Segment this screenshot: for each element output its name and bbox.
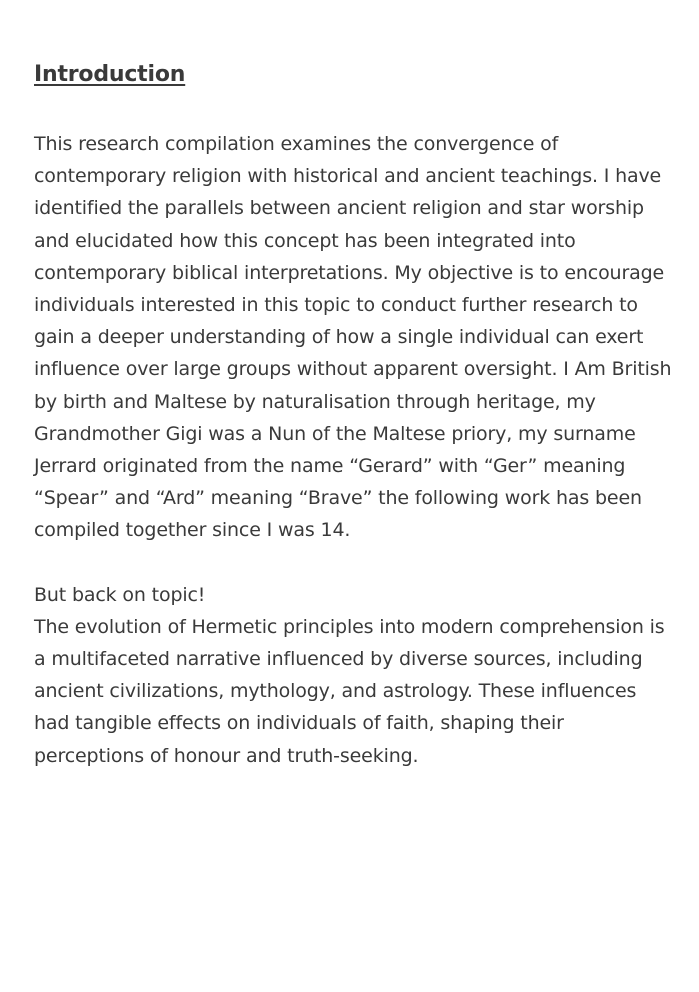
document-body [34, 58, 674, 772]
section-heading: Introduction [34, 62, 186, 87]
intro-paragraph: This research compilation examines the convergence of contemporary religion with historical and ancient teachings. I have identified the parallels between ancient religion and star worship and elucidated how this concept has been integrated into contemporary biblical interpretations. My objective is to encourage individuals interested in this topic to conduct further research to gain a deeper understanding of how a single individual can exert influence over large groups without apparent oversight. I Am British by birth and Maltese by naturalisation through heritage, my Grandmother Gigi was a Nun of the Maltese priory, my surname Jerrard originated from the name “Gerard” with “Ger” meaning “Spear” and “Ard” meaning “Brave” the following work has been compiled together since I was 14. [34, 133, 672, 542]
topic-intro-line: But back on topic! [34, 583, 206, 606]
topic-body-text: The evolution of Hermetic principles into modern comprehension is a multifaceted narrative influenced by diverse sources, including ancient civilizations, mythology, and astrology. These influences had tangible effects on individuals of faith, shaping their perceptions of honour and truth-seeking. [34, 615, 665, 767]
topic-paragraph [34, 579, 674, 772]
